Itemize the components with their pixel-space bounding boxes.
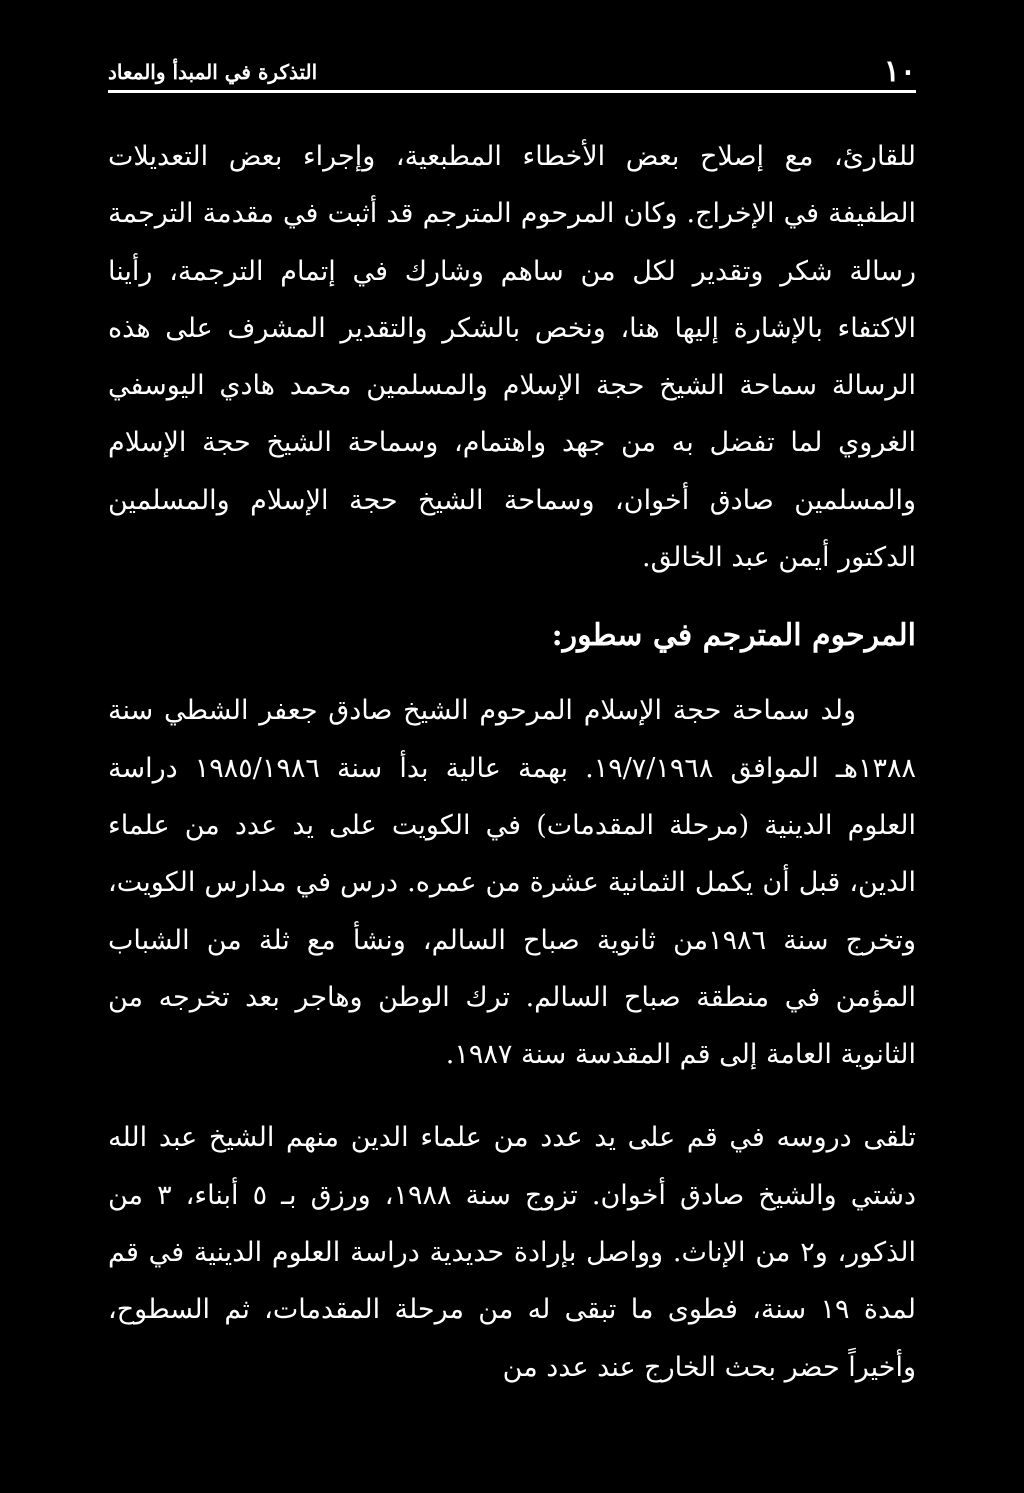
section-heading: المرحوم المترجم في سطور: <box>551 618 916 654</box>
header-rule <box>108 90 916 93</box>
paragraph-studies: تلقى دروسه في قم على يد عدد من علماء الدين منهم الشيخ عبد الله دشتي والشيخ صادق أخوان. تزوج سنة ١٩٨٨، ورزق بـ ٥ أبناء، ٣ من الذكور، و٢ من الإناث. وواصل بإرادة حديدية دراسة العلوم الدينية في قم لمدة ١٩ سنة، فطوى ما تبقى له من مرحلة المقدمات، ثم السطوح، وأخيراً حضر بحث الخارج عند عدد من <box>108 1122 917 1383</box>
running-title: التذكرة في المبدأ والمعاد <box>108 60 318 84</box>
page-body <box>108 128 916 1396</box>
paragraph-gap <box>108 1083 916 1109</box>
page-header <box>108 52 916 92</box>
paragraph-intro: للقارئ، مع إصلاح بعض الأخطاء المطبعية، وإجراء بعض التعديلات الطفيفة في الإخراج. وكان المرحوم المترجم قد أثبت في مقدمة الترجمة رسالة شكر وتقدير لكل من ساهم وشارك في إتمام الترجمة، رأينا الاكتفاء بالإشارة إليها هنا، ونخص بالشكر والتقدير المشرف على هذه الرسالة سماحة الشيخ حجة الإسلام والمسلمين محمد هادي اليوسفي الغروي لما تفضل به من جهد واهتمام، وسماحة الشيخ حجة الإسلام والمسلمين صادق أخوان، وسماحة الشيخ حجة الإسلام والمسلمين الدكتور أيمن عبد الخالق. <box>108 141 916 574</box>
page-number: ١٠ <box>883 54 916 89</box>
paragraph-biography: ولد سماحة حجة الإسلام المرحوم الشيخ صادق جعفر الشطي سنة ١٣٨٨هـ الموافق ١٩/٧/١٩٦٨. بهمة عالية بدأ سنة ١٩٨٥/١٩٨٦ دراسة العلوم الدينية (مرحلة المقدمات) في الكويت على يد عدد من علماء الدين، قبل أن يكمل الثمانية عشرة من عمره. درس في مدارس الكويت، وتخرج سنة ١٩٨٦من ثانوية صباح السالم، ونشأ مع ثلة من الشباب المؤمن في منطقة صباح السالم. ترك الوطن وهاجر بعد تخرجه من الثانوية العامة إلى قم المقدسة سنة ١٩٨٧. <box>108 695 916 1071</box>
